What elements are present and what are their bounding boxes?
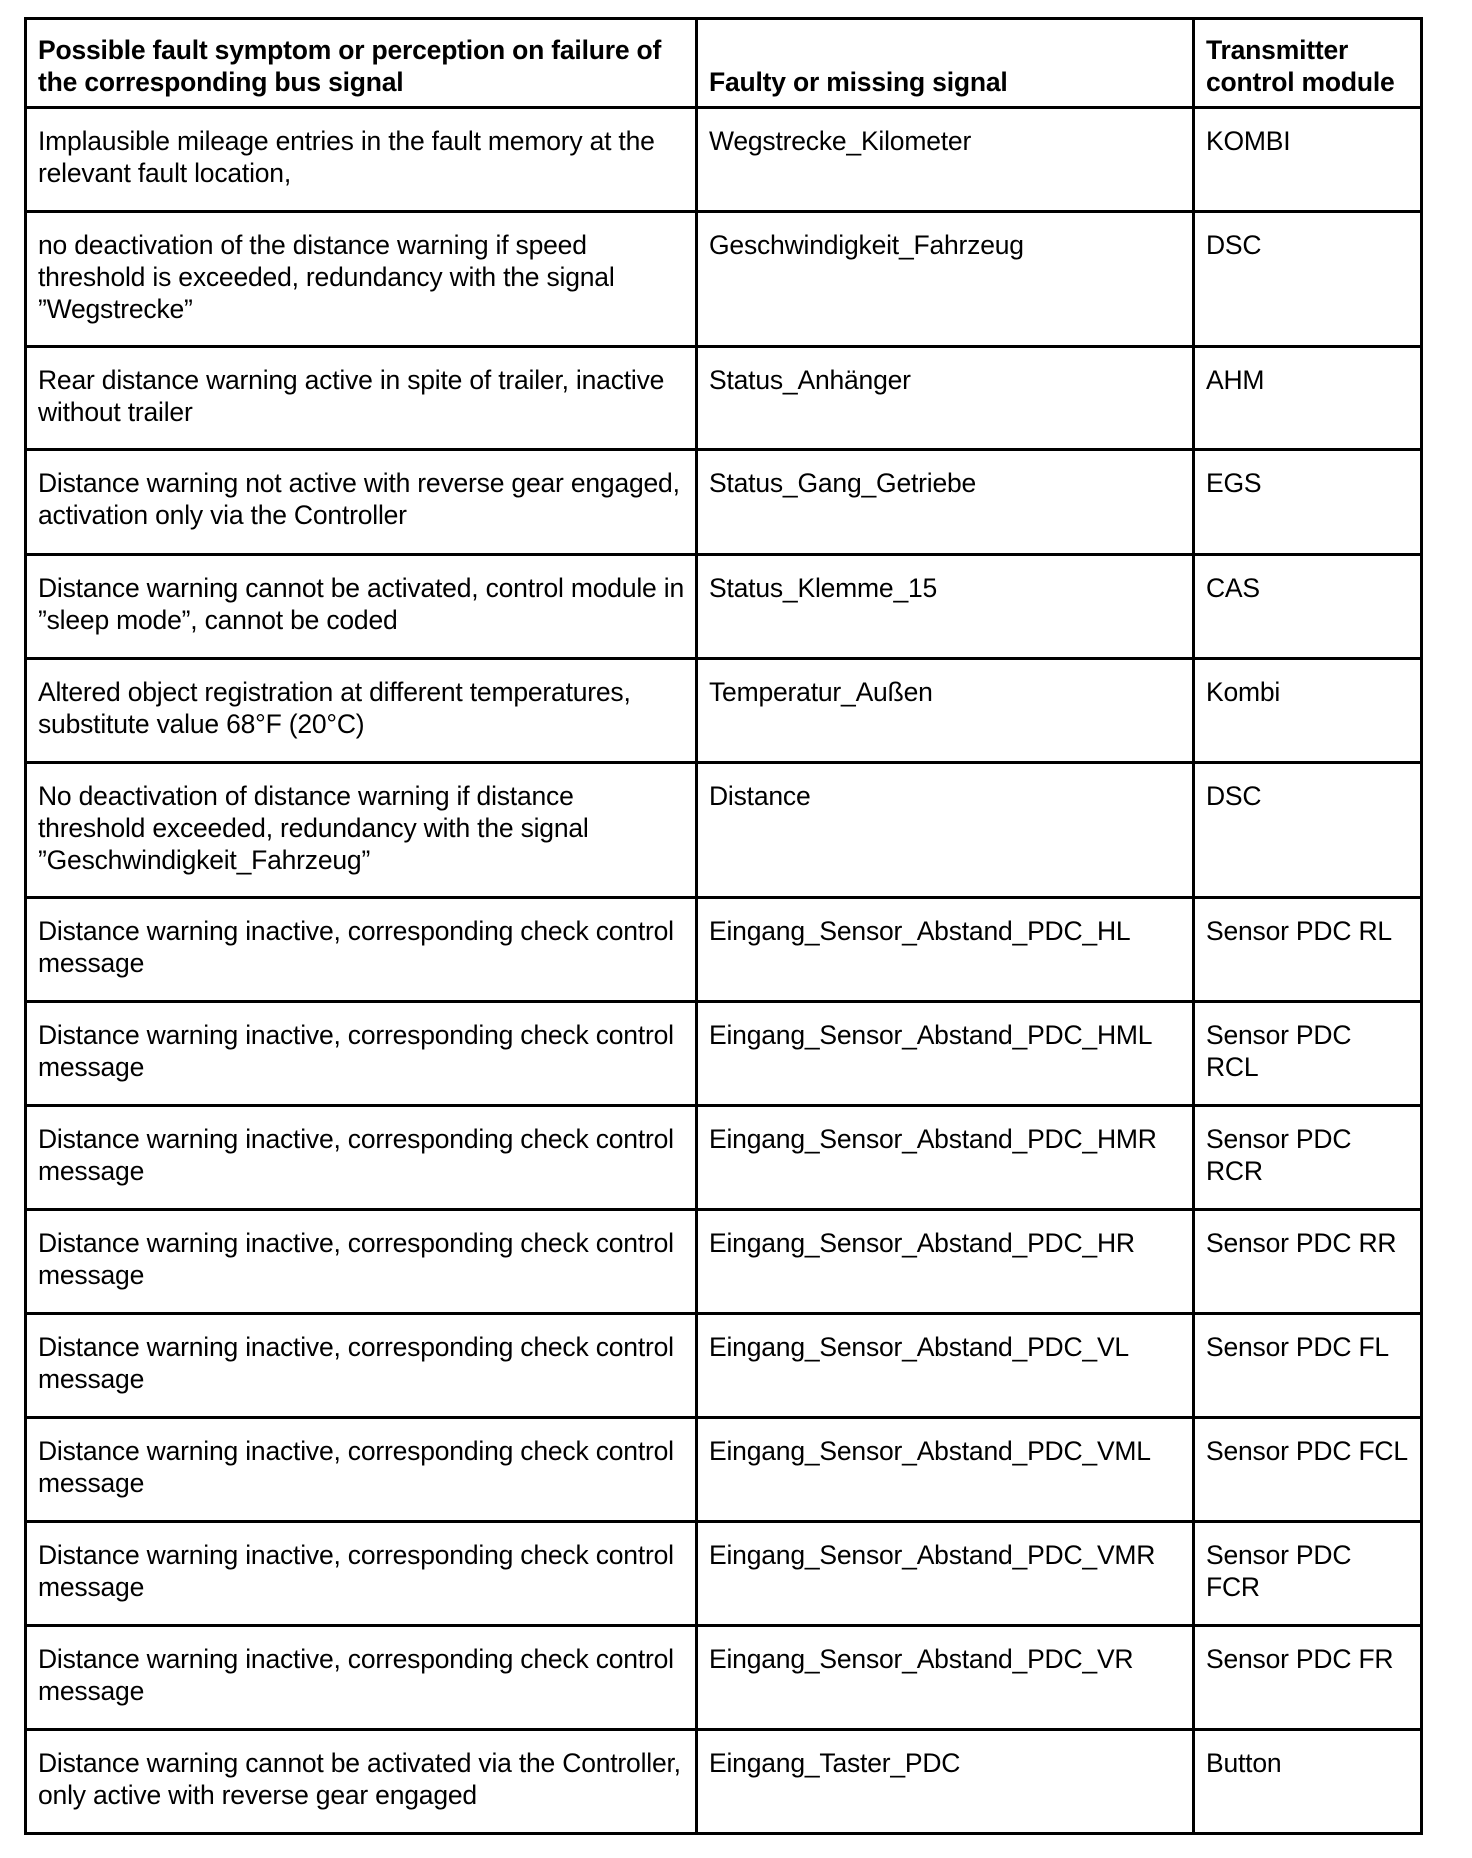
cell-signal: Eingang_Sensor_Abstand_PDC_VL <box>697 1314 1194 1418</box>
cell-signal: Wegstrecke_Kilometer <box>697 108 1194 212</box>
table-row <box>26 1522 1422 1626</box>
table-row <box>26 108 1422 212</box>
table-row <box>26 450 1422 555</box>
fault-signal-table <box>24 17 1423 1835</box>
table-row <box>26 1626 1422 1730</box>
cell-symptom: Distance warning inactive, corresponding check control message <box>26 1626 697 1730</box>
cell-signal: Eingang_Sensor_Abstand_PDC_HR <box>697 1210 1194 1314</box>
cell-symptom: Distance warning inactive, corresponding check control message <box>26 1522 697 1626</box>
cell-signal: Eingang_Sensor_Abstand_PDC_HMR <box>697 1106 1194 1210</box>
table-row <box>26 1002 1422 1106</box>
cell-symptom: No deactivation of distance warning if distance threshold exceeded, redundancy with the signal ”Geschwindigkeit_Fahrzeug” <box>26 763 697 898</box>
cell-symptom: Distance warning inactive, corresponding check control message <box>26 1106 697 1210</box>
cell-module: AHM <box>1194 347 1422 450</box>
cell-signal: Eingang_Sensor_Abstand_PDC_VR <box>697 1626 1194 1730</box>
cell-module: Kombi <box>1194 659 1422 763</box>
cell-module: Button <box>1194 1730 1422 1834</box>
cell-signal: Status_Gang_Getriebe <box>697 450 1194 555</box>
cell-module: CAS <box>1194 555 1422 659</box>
cell-module: KOMBI <box>1194 108 1422 212</box>
cell-symptom: Distance warning inactive, corresponding check control message <box>26 1002 697 1106</box>
cell-signal: Eingang_Sensor_Abstand_PDC_VML <box>697 1418 1194 1522</box>
cell-symptom: Distance warning inactive, corresponding check control message <box>26 1418 697 1522</box>
header-transmitter-module: Transmitter control module <box>1194 19 1422 108</box>
cell-symptom: no deactivation of the distance warning if speed threshold is exceeded, redundancy with the signal ”Wegstrecke” <box>26 212 697 347</box>
cell-signal: Eingang_Sensor_Abstand_PDC_HL <box>697 898 1194 1002</box>
cell-module: Sensor PDC RL <box>1194 898 1422 1002</box>
cell-signal: Eingang_Taster_PDC <box>697 1730 1194 1834</box>
cell-signal: Eingang_Sensor_Abstand_PDC_VMR <box>697 1522 1194 1626</box>
table-row <box>26 347 1422 450</box>
cell-module: Sensor PDC FCL <box>1194 1418 1422 1522</box>
cell-signal: Temperatur_Außen <box>697 659 1194 763</box>
cell-symptom: Distance warning cannot be activated via the Controller, only active with reverse gear engaged <box>26 1730 697 1834</box>
cell-symptom: Distance warning cannot be activated, control module in ”sleep mode”, cannot be coded <box>26 555 697 659</box>
cell-symptom: Distance warning inactive, corresponding check control message <box>26 1210 697 1314</box>
cell-module: Sensor PDC FR <box>1194 1626 1422 1730</box>
table-row <box>26 898 1422 1002</box>
cell-signal: Status_Anhänger <box>697 347 1194 450</box>
table-header-row <box>26 19 1422 108</box>
cell-symptom: Altered object registration at different temperatures, substitute value 68°F (20°C) <box>26 659 697 763</box>
table-row <box>26 1418 1422 1522</box>
cell-symptom: Distance warning inactive, corresponding check control message <box>26 898 697 1002</box>
cell-module: Sensor PDC RCL <box>1194 1002 1422 1106</box>
cell-module: DSC <box>1194 212 1422 347</box>
table-row <box>26 1730 1422 1834</box>
cell-signal: Geschwindigkeit_Fahrzeug <box>697 212 1194 347</box>
cell-module: Sensor PDC FCR <box>1194 1522 1422 1626</box>
cell-module: DSC <box>1194 763 1422 898</box>
cell-module: Sensor PDC RCR <box>1194 1106 1422 1210</box>
cell-symptom: Rear distance warning active in spite of trailer, inactive without trailer <box>26 347 697 450</box>
header-faulty-signal: Faulty or missing signal <box>697 19 1194 108</box>
cell-module: Sensor PDC RR <box>1194 1210 1422 1314</box>
cell-symptom: Distance warning inactive, corresponding check control message <box>26 1314 697 1418</box>
table-row <box>26 212 1422 347</box>
table-row <box>26 659 1422 763</box>
table-row <box>26 1210 1422 1314</box>
cell-module: Sensor PDC FL <box>1194 1314 1422 1418</box>
cell-symptom: Implausible mileage entries in the fault memory at the relevant fault location, <box>26 108 697 212</box>
table-row <box>26 1106 1422 1210</box>
cell-signal: Eingang_Sensor_Abstand_PDC_HML <box>697 1002 1194 1106</box>
header-fault-symptom: Possible fault symptom or perception on failure of the corresponding bus signal <box>26 19 697 108</box>
cell-symptom: Distance warning not active with reverse gear engaged, activation only via the Controller <box>26 450 697 555</box>
table-row <box>26 555 1422 659</box>
table-row <box>26 763 1422 898</box>
cell-signal: Distance <box>697 763 1194 898</box>
cell-signal: Status_Klemme_15 <box>697 555 1194 659</box>
table-row <box>26 1314 1422 1418</box>
cell-module: EGS <box>1194 450 1422 555</box>
